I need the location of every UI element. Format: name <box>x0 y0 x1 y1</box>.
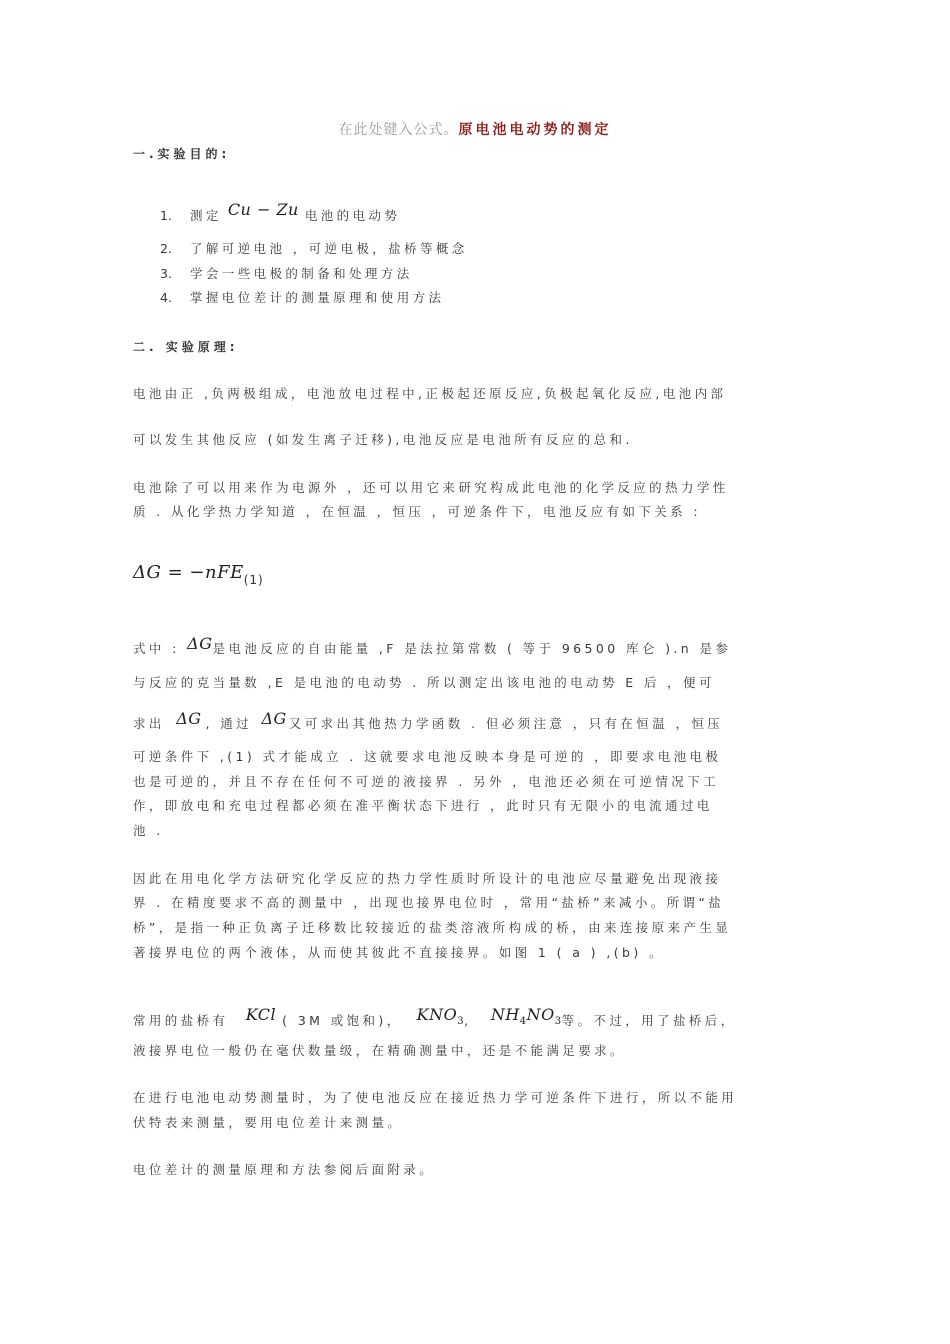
kcl-formula: KCl <box>245 1005 277 1024</box>
item-number: 4. <box>160 290 172 305</box>
gibbs-equation <box>133 562 264 587</box>
text-span: 是电池反应的自由能量 ,F 是法拉第常数 ( 等于 96500 库仑 ).n 是参 <box>212 641 732 656</box>
cu-zu-formula: Cu − Zu <box>227 200 299 219</box>
text-span: 求出 <box>133 716 173 731</box>
text-span: 又可求出其他热力学函数 . 但必须注意 ，只有在恒温 ，恒压 <box>288 716 724 731</box>
objective-item-4 <box>160 289 444 307</box>
kno3-formula <box>417 1006 464 1031</box>
objective-item-2 <box>160 240 468 258</box>
paragraph-line: 伏特表来测量，要用电位差计来测量。 <box>133 1115 404 1130</box>
section1-heading: 一.实验目的: <box>133 147 231 161</box>
objective-item-1 <box>160 200 401 225</box>
text-span: , 通过 <box>205 716 260 731</box>
item-number: 2. <box>160 241 172 256</box>
formula-text: KNO <box>416 1005 458 1024</box>
equation-formula: ΔG = −nFE <box>133 562 244 583</box>
item-text: 了解可逆电池 ，可逆电极，盐桥等概念 <box>190 241 468 256</box>
paragraph-line: 在进行电池电动势测量时，为了使电池反应在接近热力学可逆条件下进行，所以不能用 <box>133 1090 738 1105</box>
item-text: 学会一些电极的制备和处理方法 <box>190 266 413 281</box>
paragraph-line <box>133 634 732 658</box>
paragraph-line: 质 . 从化学热力学知道 ，在恒温 ，恒压 ，可逆条件下，电池反应有如下关系 : <box>133 504 702 519</box>
equation-number: (1) <box>243 573 264 587</box>
paragraph-line: 可逆条件下 ,(1) 式才能成立 . 这就要求电池反映本身是可逆的 ，即要求电池电极 <box>133 749 722 764</box>
paragraph-line: 与反应的克当量数 ,E 是电池的电动势 . 所以测定出该电池的电动势 E 后 ，便可 <box>133 675 715 690</box>
section2-heading: 二. 实验原理: <box>133 340 239 354</box>
delta-g-symbol: ΔG <box>261 709 287 728</box>
item-number: 1. <box>160 208 172 223</box>
formula-subscript: 4 <box>519 1016 527 1028</box>
paragraph-line <box>133 1005 737 1037</box>
paragraph-line: 界 . 在精度要求不高的测量中 ，出现也接界电位时 ，常用“盐桥”来减小。所谓“盐 <box>133 895 725 910</box>
paragraph-line <box>133 709 724 733</box>
paragraph-line: 电位差计的测量原理和方法参阅后面附录。 <box>133 1162 436 1177</box>
formula-text: NO <box>526 1005 555 1024</box>
item-text-pre: 测定 <box>190 208 222 223</box>
paragraph-line: 也是可逆的，并且不存在任何不可逆的液接界 . 另外 ，电池还必须在可逆情况下工 <box>133 774 719 789</box>
nh4no3-formula <box>491 1006 562 1031</box>
text-span: , <box>464 1013 479 1028</box>
document-title <box>0 119 950 139</box>
paragraph-line: 电池由正 ,负两极组成，电池放电过程中,正极起还原反应,负极起氧化反应,电池内部 <box>133 386 727 401</box>
formula-subscript: 3 <box>554 1016 562 1028</box>
objective-item-3 <box>160 265 413 283</box>
item-text: 掌握电位差计的测量原理和使用方法 <box>190 290 445 305</box>
paragraph-line: 因此在用电化学方法研究化学反应的热力学性质时所设计的电池应尽量避免出现液接 <box>133 871 722 886</box>
paragraph-line: 可以发生其他反应 (如发生离子迁移),电池反应是电池所有反应的总和. <box>133 432 633 447</box>
text-span: 式中 : <box>133 641 188 656</box>
title-main: 原电池电动势的测定 <box>458 122 612 138</box>
item-number: 3. <box>160 266 172 281</box>
paragraph-line: 电池除了可以用来作为电源外 ，还可以用它来研究构成此电池的化学反应的热力学性 <box>133 480 729 495</box>
text-span: ( 3M 或饱和)， <box>282 1013 403 1028</box>
text-span: 等。不过，用了盐桥后， <box>561 1013 737 1028</box>
formula-text: NH <box>490 1005 520 1024</box>
paragraph-line: 著接界电位的两个液体，从而使其彼此不直接接界。如图 1 ( a ) ,(b) 。 <box>133 945 665 960</box>
paragraph-line: 液接界电位一般仍在毫伏数量级，在精确测量中，还是不能满足要求。 <box>133 1043 626 1058</box>
paragraph-line: 桥”，是指一种正负离子迁移数比较接近的盐类溶液所构成的桥，由来连接原来产生显 <box>133 920 732 935</box>
paragraph-line: 作，即放电和充电过程都必须在准平衡状态下进行 ，此时只有无限小的电流通过电 <box>133 798 713 813</box>
formula-placeholder[interactable]: 在此处键入公式。 <box>338 122 459 138</box>
item-text-post: 电池的电动势 <box>304 208 401 223</box>
delta-g-symbol: ΔG <box>187 634 213 653</box>
delta-g-symbol: ΔG <box>176 709 202 728</box>
paragraph-line: 池 . <box>133 823 164 838</box>
formula-subscript: 3 <box>457 1016 465 1028</box>
text-span: 常用的盐桥有 <box>133 1013 236 1028</box>
